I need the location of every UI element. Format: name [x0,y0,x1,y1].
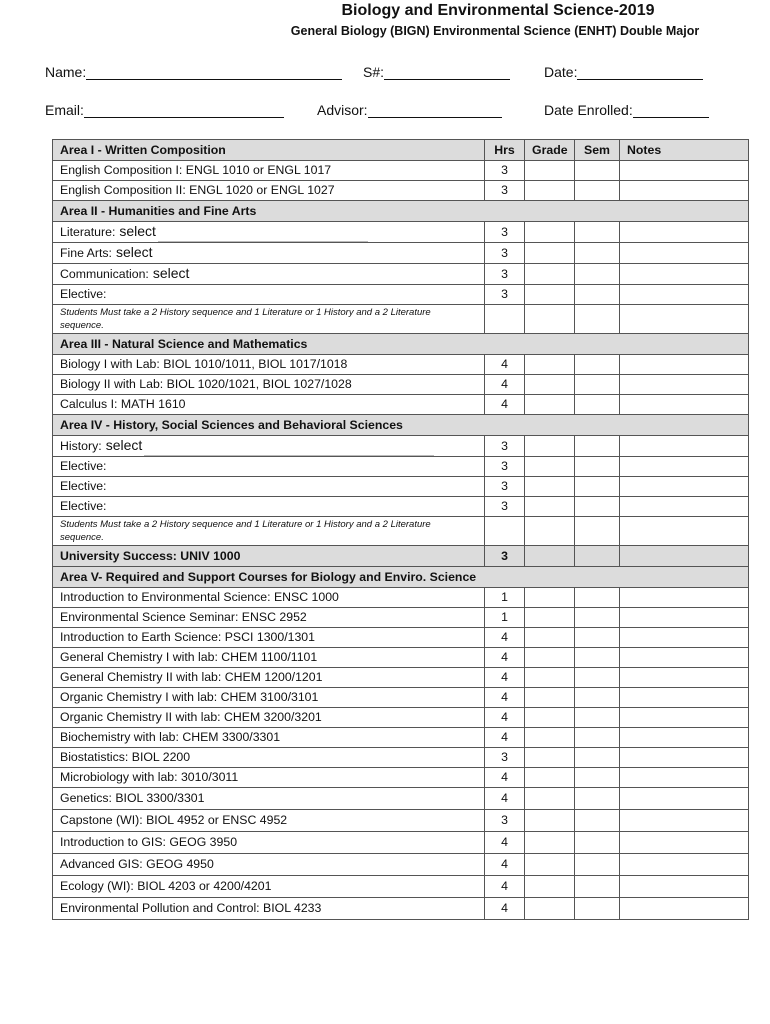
name-blank[interactable] [86,65,342,80]
sem-cell[interactable] [575,375,620,395]
table-row [53,648,749,668]
hrs-value: 4 [485,688,525,708]
course-label: Elective: [53,457,485,477]
univ-row [53,546,749,567]
sem-cell[interactable] [575,608,620,628]
grade-cell[interactable] [525,768,575,788]
sem-cell[interactable] [575,788,620,810]
sem-cell[interactable] [575,832,620,854]
notes-cell[interactable] [620,395,749,415]
course-table [52,139,749,920]
grade-cell[interactable] [525,608,575,628]
table-row [53,395,749,415]
course-label: Biostatistics: BIOL 2200 [53,748,485,768]
sem-cell[interactable] [575,648,620,668]
table-row [53,898,749,920]
table-row [53,436,749,457]
course-label: Capstone (WI): BIOL 4952 or ENSC 4952 [53,810,485,832]
course-label: English Composition I: ENGL 1010 or ENGL 1017 [53,161,485,181]
hrs-value: 1 [485,608,525,628]
table-row [53,608,749,628]
sem-cell[interactable] [575,668,620,688]
sem-cell[interactable] [575,688,620,708]
table-row [53,355,749,375]
communication-label: Communication: [60,267,149,281]
hrs-value: 4 [485,668,525,688]
literature-label: Literature: [60,225,116,239]
table-row [53,222,749,243]
sem-cell[interactable] [575,457,620,477]
notes-cell[interactable] [620,728,749,748]
grade-cell[interactable] [525,181,575,201]
table-row [53,728,749,748]
course-label: Biochemistry with lab: CHEM 3300/3301 [53,728,485,748]
table-row [53,243,749,264]
hrs-value: 3 [485,243,525,264]
table-row [53,628,749,648]
page-title: Biology and Environmental Science-2019 [341,2,655,19]
course-label [53,243,485,264]
sem-cell[interactable] [575,161,620,181]
area2-note: Students Must take a 2 History sequence and 1 Literature or 1 History and a 2 Literature sequence. [53,305,485,334]
notes-cell[interactable] [620,436,749,457]
fine-arts-select[interactable]: select [115,244,153,260]
course-label: Introduction to GIS: GEOG 3950 [53,832,485,854]
area1-title: Area I - Written Composition [53,140,485,161]
notes-cell[interactable] [620,457,749,477]
course-label: Elective: [53,477,485,497]
grade-cell[interactable] [525,854,575,876]
advisor-label: Advisor: [317,102,368,118]
grade-cell[interactable] [525,457,575,477]
date-label: Date: [544,64,578,80]
sem-cell[interactable] [575,768,620,788]
notes-cell[interactable] [620,898,749,920]
grade-cell[interactable] [525,161,575,181]
course-label: Ecology (WI): BIOL 4203 or 4200/4201 [53,876,485,898]
date-field[interactable] [544,64,703,80]
sem-cell[interactable] [575,436,620,457]
grade-cell[interactable] [525,264,575,285]
grade-cell[interactable] [525,628,575,648]
notes-cell[interactable] [620,497,749,517]
sem-cell[interactable] [575,854,620,876]
grade-cell[interactable] [525,748,575,768]
table-row [53,285,749,305]
course-label: Elective: [53,285,485,305]
course-label: Introduction to Earth Science: PSCI 1300/1301 [53,628,485,648]
notes-cell[interactable] [620,181,749,201]
grade-cell[interactable] [525,708,575,728]
name-field[interactable] [45,64,342,80]
table-row [53,832,749,854]
course-label: General Chemistry II with lab: CHEM 1200/1201 [53,668,485,688]
sem-cell[interactable] [575,285,620,305]
sem-cell[interactable] [575,264,620,285]
date-blank[interactable] [577,65,703,80]
grade-cell[interactable] [525,395,575,415]
course-label: General Chemistry I with lab: CHEM 1100/1101 [53,648,485,668]
sem-cell[interactable] [575,243,620,264]
hrs-value: 4 [485,768,525,788]
grade-header: Grade [525,140,575,161]
notes-header: Notes [620,140,749,161]
hrs-value: 4 [485,375,525,395]
grade-cell[interactable] [525,810,575,832]
grade-cell[interactable] [525,436,575,457]
note-row [53,517,749,546]
sem-cell[interactable] [575,355,620,375]
notes-cell[interactable] [620,832,749,854]
hrs-value: 3 [485,264,525,285]
course-label: Environmental Science Seminar: ENSC 2952 [53,608,485,628]
area2-title: Area II - Humanities and Fine Arts [53,201,749,222]
section-header [53,415,749,436]
course-label: English Composition II: ENGL 1020 or ENGL 1027 [53,181,485,201]
notes-cell[interactable] [620,222,749,243]
grade-cell[interactable] [525,668,575,688]
grade-cell[interactable] [525,222,575,243]
notes-cell[interactable] [620,648,749,668]
hrs-value: 3 [485,161,525,181]
course-label [53,436,485,457]
snum-field[interactable] [363,64,510,80]
course-label: Organic Chemistry I with lab: CHEM 3100/3101 [53,688,485,708]
sem-header: Sem [575,140,620,161]
notes-cell[interactable] [620,285,749,305]
area4-title: Area IV - History, Social Sciences and Behavioral Sciences [53,415,749,436]
sem-cell[interactable] [575,497,620,517]
table-row [53,161,749,181]
table-row [53,708,749,728]
notes-cell[interactable] [620,708,749,728]
hrs-value: 4 [485,854,525,876]
notes-cell[interactable] [620,688,749,708]
course-label: Biology I with Lab: BIOL 1010/1011, BIOL 1017/1018 [53,355,485,375]
grade-cell[interactable] [525,648,575,668]
notes-cell[interactable] [620,161,749,181]
table-row [53,477,749,497]
table-header-row [53,140,749,161]
hrs-value: 4 [485,832,525,854]
table-row [53,810,749,832]
table-row [53,788,749,810]
grade-cell[interactable] [525,375,575,395]
table-row [53,748,749,768]
sem-cell[interactable] [575,222,620,243]
hrs-value: 4 [485,355,525,375]
grade-cell[interactable] [525,477,575,497]
sem-cell[interactable] [575,181,620,201]
table-row [53,854,749,876]
course-label [53,222,485,243]
course-label [53,264,485,285]
notes-cell[interactable] [620,264,749,285]
course-label: Environmental Pollution and Control: BIOL 4233 [53,898,485,920]
enrolled-blank[interactable] [633,103,709,118]
table-row [53,264,749,285]
sem-cell[interactable] [575,395,620,415]
course-label: Organic Chemistry II with lab: CHEM 3200/3201 [53,708,485,728]
univ-label: University Success: UNIV 1000 [53,546,485,567]
grade-cell[interactable] [525,898,575,920]
sem-cell[interactable] [575,477,620,497]
hrs-value: 3 [485,477,525,497]
history-label: History: [60,439,102,453]
hrs-value: 4 [485,628,525,648]
sem-cell[interactable] [575,728,620,748]
grade-cell[interactable] [525,285,575,305]
grade-cell[interactable] [525,832,575,854]
literature-select-line [158,229,368,242]
email-label: Email: [45,102,84,118]
hrs-value: 4 [485,648,525,668]
page-subtitle: General Biology (BIGN) Environmental Science (ENHT) Double Major [290,24,700,38]
table-row [53,876,749,898]
grade-cell[interactable] [525,243,575,264]
email-blank[interactable] [84,103,284,118]
course-label: Calculus I: MATH 1610 [53,395,485,415]
hrs-value: 3 [485,457,525,477]
notes-cell[interactable] [620,355,749,375]
hrs-value: 1 [485,588,525,608]
table-row [53,588,749,608]
snum-label: S#: [363,64,385,80]
advisor-field[interactable] [317,102,502,118]
notes-cell[interactable] [620,477,749,497]
table-row [53,181,749,201]
history-select[interactable]: select [105,437,143,453]
grade-cell[interactable] [525,728,575,748]
course-label: Elective: [53,497,485,517]
enrolled-field[interactable] [544,102,709,118]
history-select-line [144,443,434,456]
sem-cell[interactable] [575,748,620,768]
grade-cell[interactable] [525,497,575,517]
grade-cell[interactable] [525,876,575,898]
hrs-value: 4 [485,876,525,898]
notes-cell[interactable] [620,243,749,264]
hrs-header: Hrs [485,140,525,161]
grade-cell[interactable] [525,688,575,708]
notes-cell[interactable] [620,788,749,810]
area3-title: Area III - Natural Science and Mathematics [53,334,749,355]
literature-select[interactable]: select [119,223,156,239]
notes-cell[interactable] [620,768,749,788]
hrs-value: 4 [485,728,525,748]
sem-cell[interactable] [575,628,620,648]
course-label: Introduction to Environmental Science: ENSC 1000 [53,588,485,608]
enrolled-label: Date Enrolled: [544,102,633,118]
hrs-value: 3 [485,285,525,305]
notes-cell[interactable] [620,876,749,898]
table-row [53,375,749,395]
sem-cell[interactable] [575,708,620,728]
communication-select[interactable]: select [152,265,190,281]
name-label: Name: [45,64,87,80]
hrs-value: 3 [485,181,525,201]
notes-cell[interactable] [620,608,749,628]
hrs-value: 3 [485,436,525,457]
notes-cell[interactable] [620,854,749,876]
hrs-value: 3 [485,748,525,768]
table-row [53,768,749,788]
hrs-value: 3 [485,810,525,832]
grade-cell[interactable] [525,355,575,375]
section-header [53,201,749,222]
section-header [53,334,749,355]
table-row [53,497,749,517]
note-row [53,305,749,334]
sem-cell[interactable] [575,588,620,608]
course-label: Genetics: BIOL 3300/3301 [53,788,485,810]
hrs-value: 3 [485,497,525,517]
notes-cell[interactable] [620,628,749,648]
course-label: Biology II with Lab: BIOL 1020/1021, BIOL 1027/1028 [53,375,485,395]
section-header [53,567,749,588]
email-field[interactable] [45,102,284,118]
table-row [53,688,749,708]
grade-cell[interactable] [525,588,575,608]
hrs-value: 4 [485,898,525,920]
area4-note: Students Must take a 2 History sequence and 1 Literature or 1 History and a 2 Literature sequence. [53,517,485,546]
notes-cell[interactable] [620,748,749,768]
snum-blank[interactable] [384,65,510,80]
notes-cell[interactable] [620,810,749,832]
hrs-value: 3 [485,222,525,243]
notes-cell[interactable] [620,588,749,608]
fine-arts-label: Fine Arts: [60,246,112,260]
univ-hrs: 3 [485,546,525,567]
sem-cell[interactable] [575,810,620,832]
table-row [53,668,749,688]
hrs-value: 4 [485,395,525,415]
sem-cell[interactable] [575,876,620,898]
grade-cell[interactable] [525,788,575,810]
notes-cell[interactable] [620,375,749,395]
course-label: Advanced GIS: GEOG 4950 [53,854,485,876]
hrs-value: 4 [485,708,525,728]
notes-cell[interactable] [620,668,749,688]
course-label: Microbiology with lab: 3010/3011 [53,768,485,788]
advisor-blank[interactable] [368,103,502,118]
table-row [53,457,749,477]
sem-cell[interactable] [575,898,620,920]
hrs-value: 4 [485,788,525,810]
area5-title: Area V- Required and Support Courses for Biology and Enviro. Science [53,567,749,588]
